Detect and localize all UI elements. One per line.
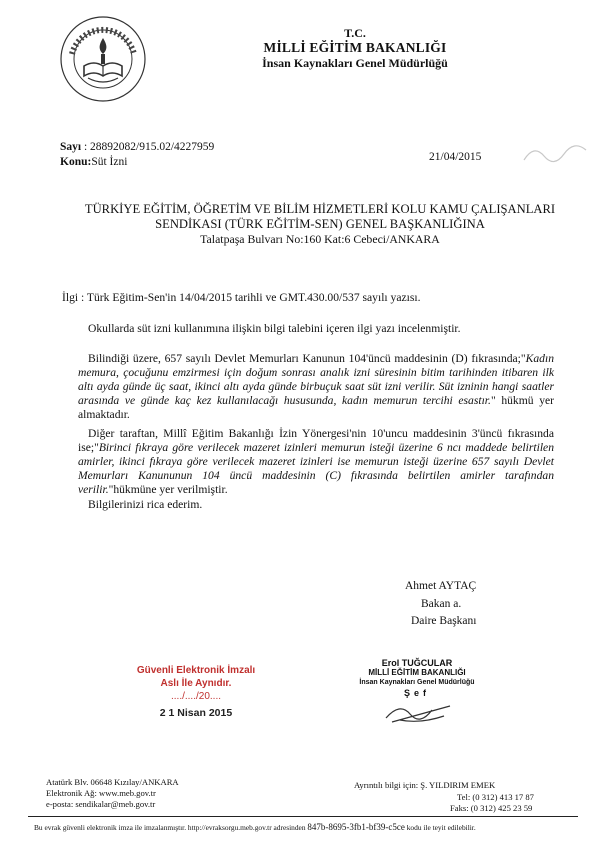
verification-code: 847b-8695-3fb1-bf39-c5ce	[307, 822, 405, 832]
stamp-ministry: MİLLİ EĞİTİM BAKANLIĞI	[368, 668, 466, 677]
paragraph-2-quote: Kadın memura, çocuğunu emzirmesi için doğum sonrası analık izni süresinin bitim tarihinden itibaren ilk altı ayda günde üç saat, ikinci altı ayda günde birbuçuk saat süt izni verilir. Süt izninin hangi saatler arasında ve günde kaç kez kullanılacağı hususunda, kadın memurun tercihi esastır.	[78, 352, 554, 407]
paragraph-3-quote: Birinci fıkraya göre verilecek mazeret izinleri memurun isteği üzerine 6 ncı maddede belirtilen amirler, ikinci fıkraya göre verilecek mazeret izinleri ise memurun isteği üzerine 657 sayılı Devlet Memurları Kanununun 104 üncü maddesinin (C) fıkrasında belirtilen amirler tarafından verilir.	[78, 441, 554, 496]
header-tc: T.C.	[344, 26, 366, 40]
stamp-name: Erol TUĞCULAR	[381, 658, 453, 668]
certified-copy-stamp	[116, 664, 276, 720]
paragraph-3	[78, 427, 554, 497]
stamp-red-line-3: ..../..../20....	[170, 691, 222, 702]
sayi-label: Sayı	[60, 141, 82, 153]
stamp-red-line-2: Aslı İle Aynıdır.	[160, 678, 232, 689]
konu-row	[60, 156, 127, 168]
recipient-line-2: SENDİKASI (TÜRK EĞİTİM-SEN) GENEL BAŞKANLIĞINA	[155, 217, 485, 231]
ilgi-row	[62, 291, 582, 305]
footer-divider	[28, 816, 578, 817]
footer-contact: Ayrıntılı bilgi için: Ş. YILDIRIM EMEK	[354, 780, 496, 790]
konu-value: Süt İzni	[91, 156, 128, 168]
stamp-date: 2 1 Nisan 2015	[159, 707, 233, 719]
handwritten-mark	[520, 140, 590, 170]
stamp-red-line-1: Güvenli Elektronik İmzalı	[136, 665, 256, 676]
verification-suffix: kodu ile teyit edilebilir.	[406, 823, 476, 832]
verification-prefix: Bu evrak güvenli elektronik imza ile imzalanmıştır. http://evraksorgu.meb.gov.tr adresinden	[34, 823, 306, 832]
footer-web: Elektronik Ağ: www.meb.gov.tr	[46, 788, 156, 798]
handwritten-signature	[380, 700, 460, 726]
closing-line: Bilgilerinizi rica ederim.	[88, 498, 203, 511]
signer-title-1: Bakan a.	[421, 598, 462, 610]
paragraph-2-intro: Bilindiği üzere, 657 sayılı Devlet Memurları Kanunun 104'üncü maddesinin (D) fıkrasında;"	[88, 352, 526, 365]
paragraph-3-intro: Diğer taraftan, Millî Eğitim Bakanlığı İzin Yönergesi'nin 10'uncu maddesinin 3'üncü fıkrasında ise;"	[78, 427, 554, 454]
signer-title-2: Daire Başkanı	[411, 615, 477, 627]
sayi-value: : 28892082/915.02/4227959	[83, 141, 215, 153]
header-department: İnsan Kaynakları Genel Müdürlüğü	[262, 56, 448, 70]
paragraph-2-end: " hükmü yer almaktadır.	[78, 394, 554, 421]
konu-label: Konu:	[60, 156, 92, 168]
official-stamp	[342, 658, 492, 698]
recipient-line-1: TÜRKİYE EĞİTİM, ÖĞRETİM VE BİLİM HİZMETLERİ KOLU KAMU ÇALIŞANLARI	[84, 202, 556, 216]
signer-name: Ahmet AYTAÇ	[405, 580, 477, 592]
paragraph-2	[78, 352, 554, 422]
footer-address: Atatürk Blv. 06648 Kızılay/ANKARA	[46, 777, 179, 787]
footer-tel: Tel: (0 312) 413 17 87	[457, 792, 534, 802]
sayi-row	[60, 141, 214, 153]
document-date: 21/04/2015	[429, 151, 482, 163]
verification-line	[34, 822, 574, 833]
ilgi-text: : Türk Eğitim-Sen'in 14/04/2015 tarihli ve GMT.430.00/537 sayılı yazısı.	[81, 291, 421, 304]
paragraph-1: Okullarda süt izni kullanımına ilişkin bilgi talebini içeren ilgi yazı incelenmiştir.	[88, 322, 461, 335]
footer-email: e-posta: sendikalar@meb.gov.tr	[46, 799, 156, 809]
stamp-department: İnsan Kaynakları Genel Müdürlüğü	[359, 679, 475, 686]
footer-fax: Faks: (0 312) 425 23 59	[450, 803, 533, 813]
header-ministry: MİLLİ EĞİTİM BAKANLIĞI	[263, 40, 447, 55]
ilgi-label: İlgi	[62, 291, 79, 304]
paragraph-3-end: "hükmüne yer verilmiştir.	[108, 483, 228, 496]
stamp-role: Şef	[403, 688, 430, 698]
ministry-seal-logo	[58, 14, 148, 104]
recipient-address: Talatpaşa Bulvarı No:160 Kat:6 Cebeci/ANKARA	[200, 232, 440, 246]
